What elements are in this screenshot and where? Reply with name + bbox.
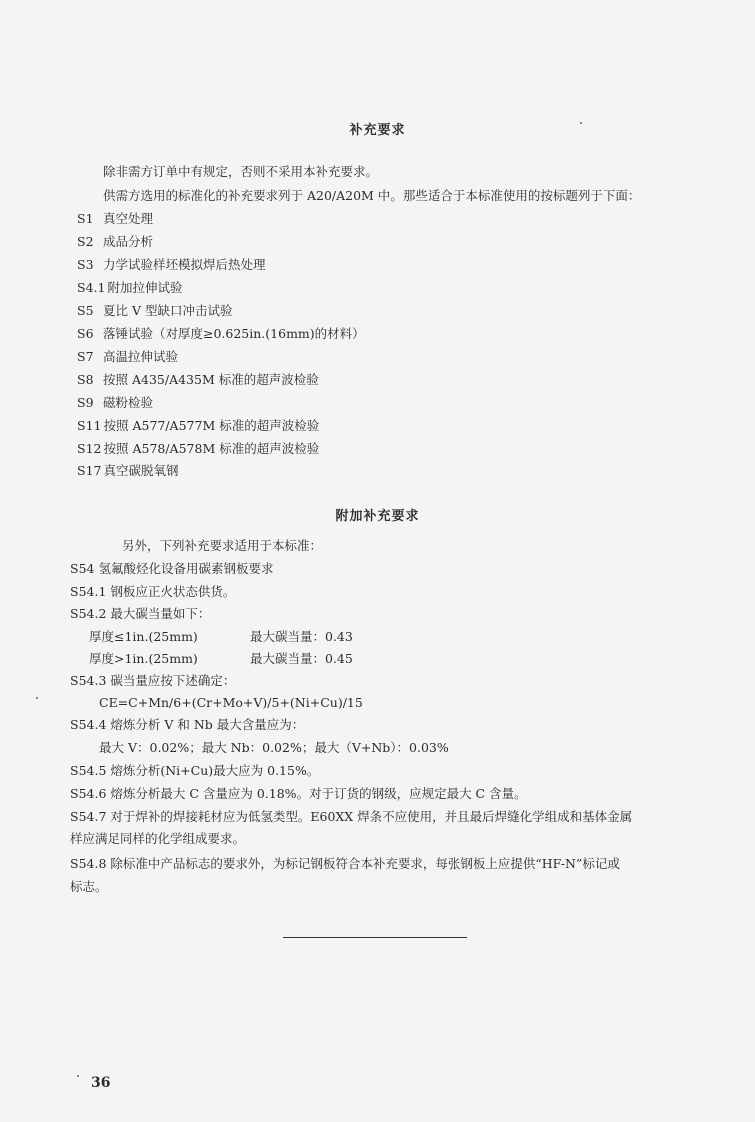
item-code: S12: [77, 441, 102, 456]
item-text: 落锤试验（对厚度≥0.625in.(16mm)的材料）: [103, 326, 365, 341]
item-code: S6: [77, 326, 94, 341]
item-text: 按照 A435/A435M 标准的超声波检验: [103, 372, 319, 387]
end-rule: [283, 937, 467, 938]
item-code: S11: [77, 418, 102, 433]
supplementary-item: [77, 395, 153, 411]
s54-heading: S54 氢氟酸烃化设备用碳素钢板要求: [70, 561, 274, 576]
ce-formula: CE=C+Mn/6+(Cr+Mo+V)/5+(Ni+Cu)/15: [99, 695, 363, 710]
item-text: 附加拉伸试验: [107, 280, 183, 295]
scan-speck: [77, 1075, 79, 1077]
section1-intro2: 供需方选用的标准化的补充要求列于 A20/A20M 中。那些适合于本标准使用的按标题列于下面：: [103, 188, 641, 203]
section2-title: 附加补充要求: [335, 509, 420, 524]
scan-speck: [580, 122, 582, 124]
s54-4: S54.4 熔炼分析 V 和 Nb 最大含量应为：: [70, 717, 305, 732]
supplementary-item: [77, 257, 266, 273]
ce-row-1: 最大碳当量：0.43: [250, 629, 353, 644]
item-code: S3: [77, 257, 94, 272]
s54-7-line1: S54.7 对于焊补的焊接耗材应为低氢类型。E60XX 焊条不应使用，并且最后焊缝化学组成和基体金属: [70, 809, 633, 824]
supplementary-item: [77, 349, 178, 365]
supplementary-item: [77, 303, 232, 319]
item-code: S2: [77, 234, 94, 249]
s54-2: S54.2 最大碳当量如下：: [70, 606, 211, 621]
supplementary-item: [77, 372, 319, 388]
item-code: S1: [77, 211, 94, 226]
item-text: 力学试验样坯模拟焊后热处理: [103, 257, 266, 272]
item-text: 真空处理: [103, 211, 154, 226]
s54-6: S54.6 熔炼分析最大 C 含量应为 0.18%。对于订货的钢级，应规定最大 C 含量。: [70, 786, 527, 801]
scan-speck: [36, 697, 38, 699]
item-text: 按照 A578/A578M 标准的超声波检验: [103, 441, 320, 456]
item-code: S5: [77, 303, 94, 318]
item-code: S7: [77, 349, 94, 364]
supplementary-item: [77, 418, 319, 434]
s54-7-line2: 样应满足同样的化学组成要求。: [70, 831, 246, 846]
section1-title: 补充要求: [349, 123, 406, 138]
section2-intro: 另外，下列补充要求适用于本标准：: [122, 538, 323, 553]
supplementary-item: [77, 463, 179, 479]
item-code: S4.1: [77, 280, 106, 295]
item-code: S17: [77, 463, 102, 478]
supplementary-item: [77, 441, 319, 457]
item-code: S8: [77, 372, 94, 387]
item-text: 夏比 V 型缺口冲击试验: [103, 303, 233, 318]
item-text: 高温拉伸试验: [103, 349, 179, 364]
item-text: 真空碳脱氧钢: [103, 463, 179, 478]
page-number: 36: [91, 1075, 111, 1091]
s54-5: S54.5 熔炼分析(Ni+Cu)最大应为 0.15%。: [70, 763, 320, 778]
s54-1: S54.1 钢板应正火状态供货。: [70, 584, 236, 599]
ce-row-2: 最大碳当量：0.45: [250, 651, 353, 666]
s54-3: S54.3 碳当量应按下述确定：: [70, 673, 236, 688]
item-text: 按照 A577/A577M 标准的超声波检验: [103, 418, 320, 433]
thickness-row-1: 厚度≤1in.(25mm): [89, 629, 198, 644]
supplementary-item: [77, 326, 365, 342]
thickness-row-2: 厚度>1in.(25mm): [89, 651, 198, 666]
supplementary-item: [77, 234, 153, 250]
s54-8-line2: 标志。: [70, 879, 108, 894]
supplementary-item: [77, 211, 153, 227]
s54-8-line1: S54.8 除标准中产品标志的要求外，为标记钢板符合本补充要求，每张钢板上应提供“HF-N”标记或: [70, 856, 620, 871]
section1-intro1: 除非需方订单中有规定，否则不采用本补充要求。: [103, 164, 379, 179]
s54-4-values: 最大 V：0.02%；最大 Nb：0.02%；最大（V+Nb）：0.03%: [99, 740, 449, 755]
item-text: 成品分析: [103, 234, 154, 249]
item-code: S9: [77, 395, 94, 410]
supplementary-item: [77, 280, 182, 296]
item-text: 磁粉检验: [103, 395, 154, 410]
